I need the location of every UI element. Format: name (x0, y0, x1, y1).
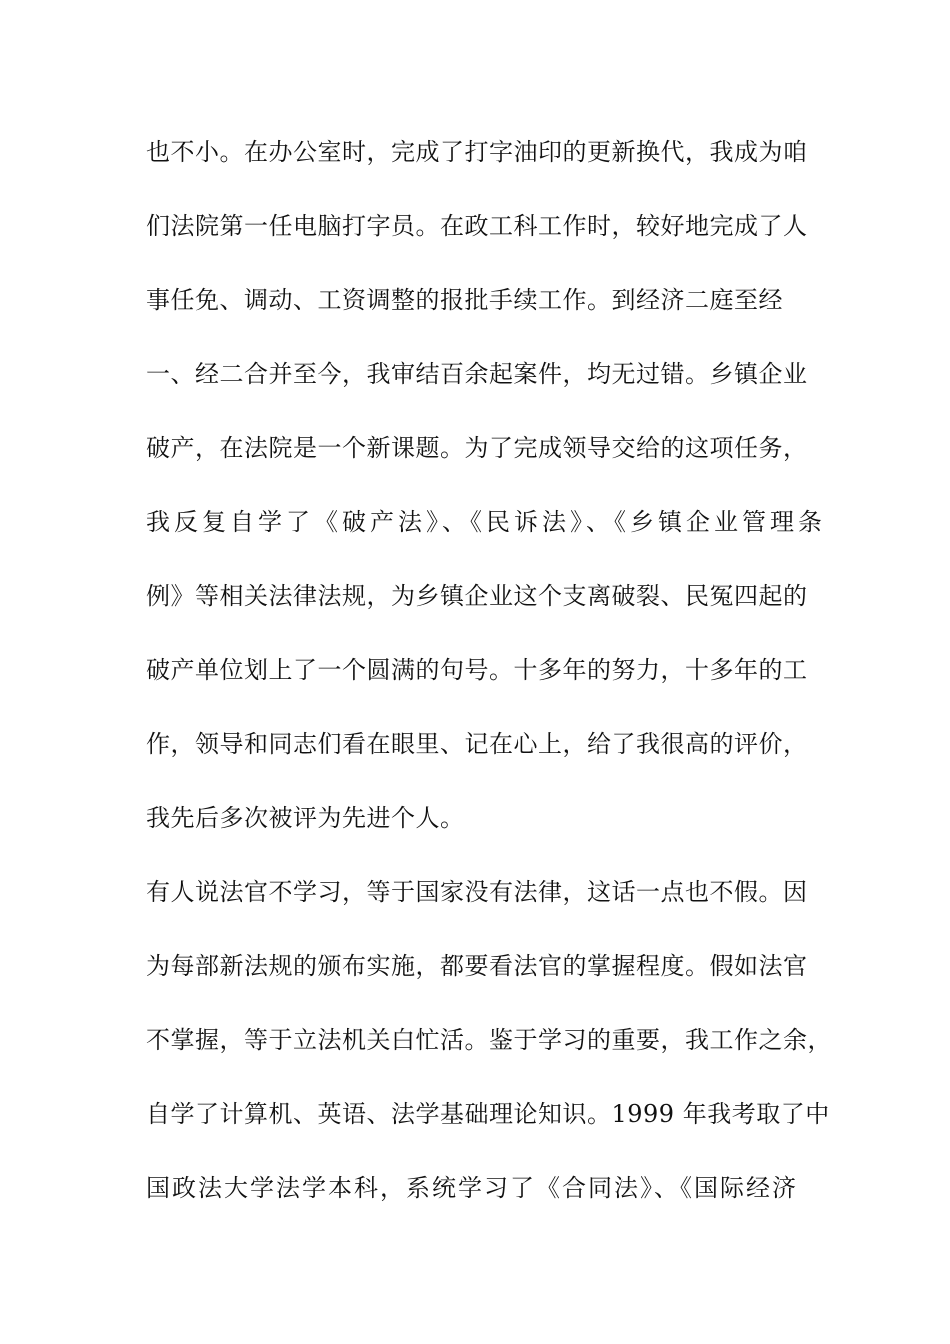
text-line: 事任免、调动、工资调整的报批手续工作。到经济二庭至经 (146, 286, 783, 314)
text-line: 国政法大学法学本科，系统学习了《合同法》、《国际经济 (146, 1174, 798, 1202)
text-line: 们法院第一任电脑打字员。在政工科工作时，较好地完成了人 (146, 212, 808, 240)
text-line: 一、经二合并至今，我审结百余起案件，均无过错。乡镇企业 (146, 360, 808, 388)
text-line: 例》等相关法律法规，为乡镇企业这个支离破裂、民冤四起的 (146, 582, 808, 610)
text-line: 不掌握，等于立法机关白忙活。鉴于学习的重要，我工作之余， (146, 1026, 832, 1054)
text-line: 自学了计算机、英语、法学基础理论知识。1999 年我考取了中 (146, 1100, 830, 1128)
text-line: 破产单位划上了一个圆满的句号。十多年的努力，十多年的工 (146, 656, 808, 684)
text-line: 我反复自学了《破产法》、《民诉法》、《乡镇企业管理条 (146, 508, 826, 536)
text-line: 为每部新法规的颁布实施，都要看法官的掌握程度。假如法官 (146, 952, 808, 980)
text-line: 有人说法官不学习，等于国家没有法律，这话一点也不假。因 (146, 878, 808, 906)
text-line: 也不小。在办公室时，完成了打字油印的更新换代，我成为咱 (146, 138, 808, 166)
text-line: 作，领导和同志们看在眼里、记在心上，给了我很高的评价， (146, 730, 808, 758)
text-line: 我先后多次被评为先进个人。 (146, 804, 465, 832)
text-line: 破产，在法院是一个新课题。为了完成领导交给的这项任务， (146, 434, 808, 462)
